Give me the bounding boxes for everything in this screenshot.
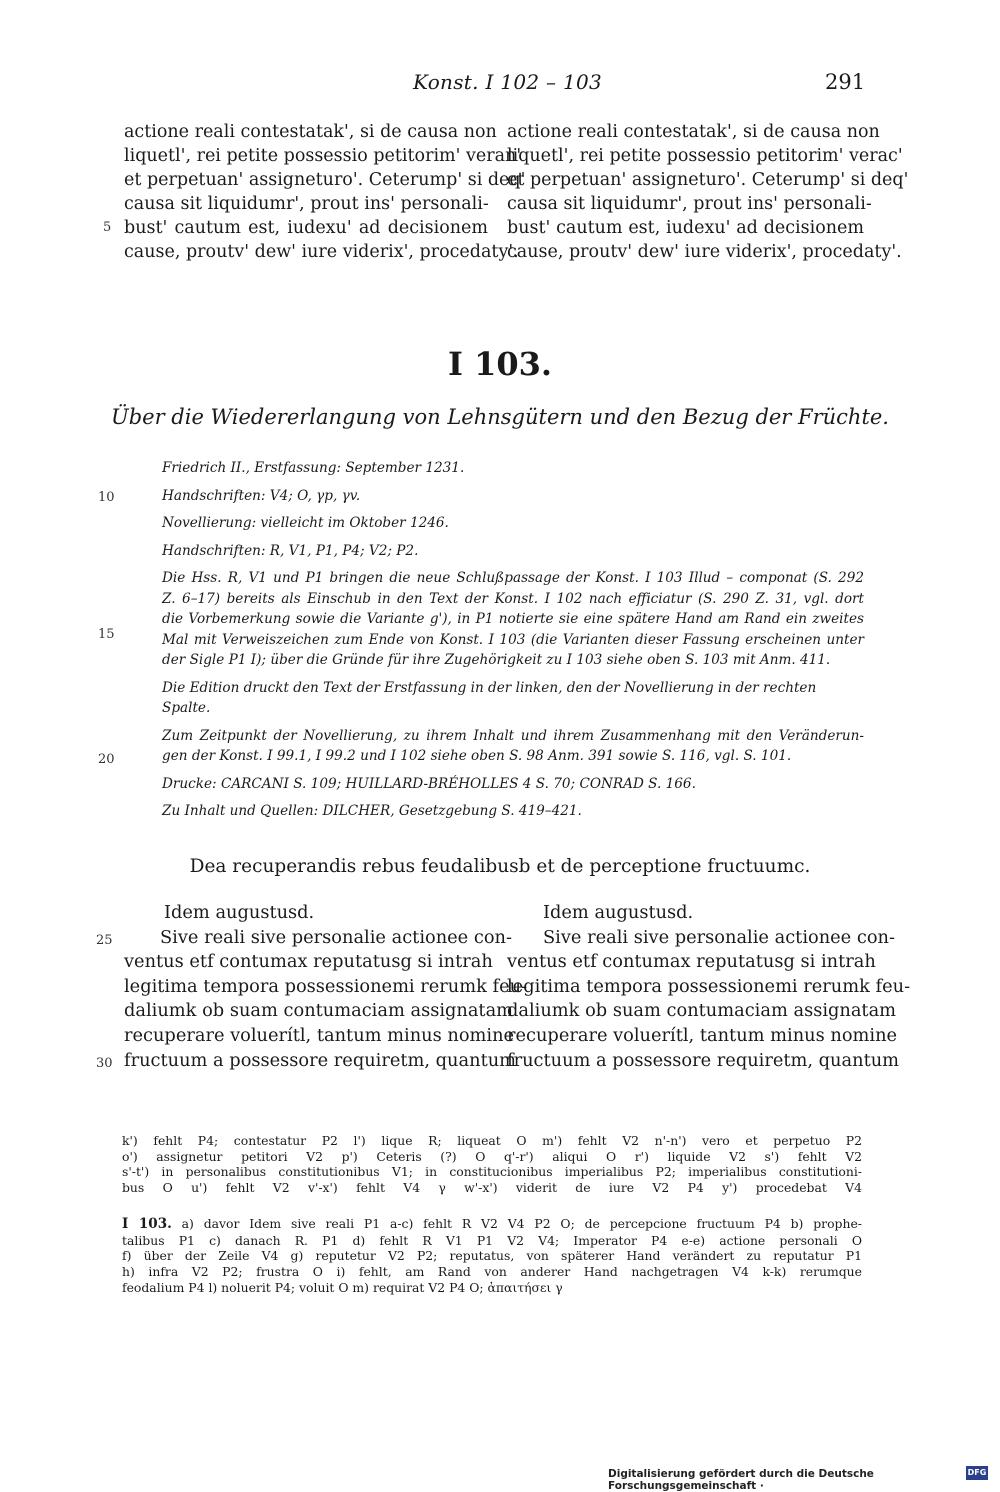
document-number: I 103. — [447, 345, 553, 383]
text-line: ventus etf contumax reputatusg si intrah — [507, 951, 876, 973]
text-line: ventus etf contumax reputatusg si intrah — [124, 951, 493, 973]
editorial-notes — [162, 458, 864, 829]
apparatus-notes-102 — [122, 1133, 862, 1196]
body-left-column — [124, 901, 528, 1073]
top-left-column — [124, 120, 526, 264]
text-line: Sive reali sive personalie actionee con- — [160, 926, 512, 948]
apparatus-text: a) davor Idem sive reali P1 a-c) fehlt R V2 V4 P2 O; de percepcione fructuum P4 b) prophe- — [181, 1216, 862, 1231]
apparatus-line: o') assignetur petitori V2 p') Ceteris (?) O q'-r') aliqui O r') liquide V2 s') fehlt V2 — [122, 1148, 862, 1164]
apparatus-line: f) über der Zeile V4 g) reputetur V2 P2; reputatus, von späterer Hand verändert zu reputatur P1 — [122, 1248, 862, 1264]
text-line: liquetl', rei petite possessio petitorim' verac' — [507, 146, 903, 166]
timing-note — [162, 726, 864, 767]
constitution-heading: Dea recuperandis rebus feudalibusb et de perceptione fructuumc. — [189, 856, 811, 877]
text-line: causa sit liquidumr', prout ins' personali- — [124, 194, 489, 214]
text-line: recuperare voluerítl, tantum minus nomine — [507, 1024, 898, 1046]
text-line: recuperare voluerítl, tantum minus nomine — [124, 1024, 515, 1046]
text-line: Sive reali sive personalie actionee con- — [543, 926, 895, 948]
line-number: 20 — [98, 752, 115, 767]
note-line: die Vorbemerkung sowie die Variante g'), in P1 notierte sie eine spätere Hand am Rand ein zweites — [162, 611, 864, 627]
text-line: causa sit liquidumr', prout ins' personali- — [507, 194, 872, 214]
apparatus-line: k') fehlt P4; contestatur P2 l') lique R; liqueat O m') fehlt V2 n'-n') vero et perpetuo P2 — [122, 1133, 862, 1148]
page-number: 291 — [825, 70, 866, 94]
text-line: actione reali contestatak', si de causa non — [124, 122, 497, 142]
text-line: fructuum a possessore requiretm, quantum — [507, 1049, 900, 1071]
dfg-logo: DFG — [966, 1466, 988, 1480]
text-line: actione reali contestatak', si de causa non — [507, 122, 880, 142]
edition-note: Die Edition druckt den Text der Erstfassung in der linken, den der Novellierung in der rechten Spalte. — [162, 679, 817, 716]
apparatus-lead: I 103. — [122, 1216, 172, 1232]
prints-line: Drucke: CARCANI S. 109; HUILLARD-BRÉHOLLES 4 S. 70; CONRAD S. 166. — [162, 775, 696, 792]
text-line: bust' cautum est, iudexu' ad decisionem — [507, 218, 864, 238]
apparatus-line: feodalium P4 l) noluerit P4; voluit O m) requirat V2 P4 O; ἀπαιτήσει γ — [122, 1279, 563, 1295]
apparatus-line: h) infra V2 P2; frustra O i) fehlt, am Rand von anderer Hand nachgetragen V4 k-k) rerumque — [122, 1264, 862, 1280]
note-line: der Sigle P1 I); über die Gründe für ihre Zugehörigkeit zu I 103 siehe oben S. 103 mit Anm. 411. — [162, 652, 831, 668]
apparatus-line: s'-t') in personalibus constitutionibus V1; in constitucionibus imperialibus P2; imperialibus constitutioni- — [122, 1164, 862, 1180]
manuscripts-revision: Handschriften: R, V1, P1, P4; V2; P2. — [162, 542, 419, 559]
line-number: 5 — [103, 220, 112, 235]
line-number: 25 — [96, 933, 113, 948]
body-right-column — [507, 901, 911, 1073]
text-line: cause, proutv' dew' iure viderix', procedaty'. — [124, 242, 519, 262]
text-line: et perpetuan' assigneturo'. Ceterump' si deq' — [507, 170, 909, 190]
text-line: cause, proutv' dew' iure viderix', procedaty'. — [507, 242, 902, 262]
line-number: 10 — [98, 490, 115, 505]
sources-line: Zu Inhalt und Quellen: DILCHER, Gesetzgebung S. 419–421. — [162, 803, 582, 819]
note-line: Mal mit Verweiszeichen zum Ende von Konst. I 103 (die Varianten dieser Fassung erscheinen unter — [162, 631, 864, 648]
note-line: Z. 6–17) bereits als Einschub in den Text der Konst. I 102 nach efficiatur (S. 290 Z. 31, vgl. dort — [162, 590, 864, 607]
text-line: et perpetuan' assigneturo'. Ceterump' si deq' — [124, 170, 526, 190]
transmission-note — [162, 568, 864, 671]
text-line: legitima tempora possessionemi rerumk feu- — [124, 975, 528, 997]
text-line: daliumk ob suam contumaciam assignatam — [124, 1000, 514, 1022]
apparatus-line: bus O u') fehlt V2 v'-x') fehlt V4 γ w'-x') viderit de iure V2 P4 y') procedebat V4 — [122, 1180, 862, 1196]
note-line: Zum Zeitpunkt der Novellierung, zu ihrem Inhalt und ihrem Zusammenhang mit den Veränderun- — [162, 727, 864, 744]
document-subtitle: Über die Wiedererlangung von Lehnsgütern und den Bezug der Früchte. — [111, 405, 889, 429]
issuer-line: Friedrich II., Erstfassung: September 1231. — [162, 460, 465, 476]
text-line: Idem augustusd. — [164, 902, 315, 923]
apparatus-line: talibus P1 c) danach R. P1 d) fehlt R V1 P1 V2 V4; Imperator P4 e-e) actione personali O — [122, 1232, 862, 1248]
manuscripts-first: Handschriften: V4; O, γp, γv. — [162, 487, 361, 504]
text-line: legitima tempora possessionemi rerumk feu- — [507, 975, 911, 997]
note-line: gen der Konst. I 99.1, I 99.2 und I 102 siehe oben S. 98 Anm. 391 sowie S. 116, vgl. S. 101. — [162, 748, 792, 764]
apparatus-line — [122, 1216, 862, 1233]
line-number: 15 — [98, 627, 115, 642]
running-title: Konst. I 102 – 103 — [413, 70, 603, 94]
text-line: daliumk ob suam contumaciam assignatam — [507, 1000, 897, 1022]
line-number: 30 — [96, 1056, 113, 1071]
text-line: liquetl', rei petite possessio petitorim' veran' — [124, 146, 522, 166]
text-line: fructuum a possessore requiretm, quantum — [124, 1049, 517, 1071]
text-line: Idem augustusd. — [543, 902, 694, 923]
note-line: Die Hss. R, V1 und P1 bringen die neue Schlußpassage der Konst. I 103 Illud – componat (S. 292 — [162, 570, 864, 586]
top-right-column — [507, 120, 909, 264]
revision-line: Novellierung: vielleicht im Oktober 1246. — [162, 515, 449, 531]
digitization-credit: Digitalisierung gefördert durch die Deutsche Forschungsgemeinschaft · — [608, 1468, 874, 1492]
text-line: bust' cautum est, iudexu' ad decisionem — [124, 218, 488, 238]
apparatus-notes-103 — [122, 1216, 862, 1296]
